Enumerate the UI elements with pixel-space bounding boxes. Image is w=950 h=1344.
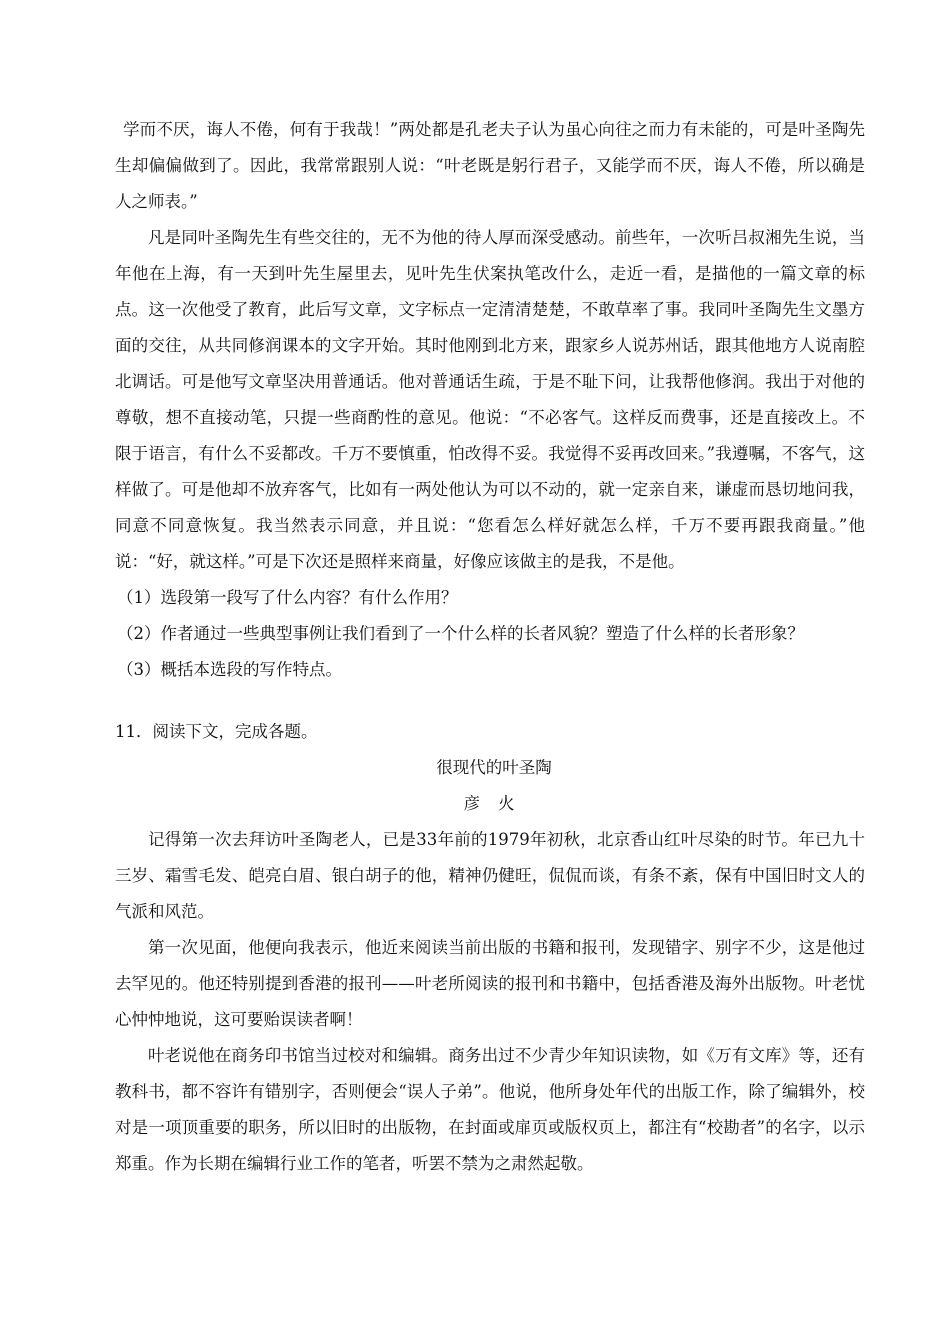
question-item: （2）作者通过一些典型事例让我们看到了一个什么样的长者风貌？塑造了什么样的长者形象？ (117, 624, 804, 643)
spacer (115, 688, 865, 714)
article-title: 很现代的叶圣陶 (436, 758, 552, 777)
article-paragraph: 叶老说他在商务印书馆当过校对和编辑。商务出过不少青少年知识读物，如《万有文库》等，还有教科书，都不容许有错别字，否则便会“误人子弟”。他说，他所身处年代的出版工作，除了编辑外，校对是一项顶重要的职务，所以旧时的出版物，在封面或扉页或版权页上，都注有“校勘者”的名字，以示郑重。作为长期在编辑行业工作的笔者，听罢不禁为之肃然起敬。 (115, 1046, 865, 1173)
document-page (115, 112, 865, 1182)
question-item: （3）概括本选段的写作特点。 (117, 660, 342, 679)
question-heading: 11．阅读下文，完成各题。 (115, 722, 318, 741)
article-paragraph: 记得第一次去拜访叶圣陶老人，已是33年前的1979年初秋，北京香山红叶尽染的时节。年已九十三岁、霜雪毛发、皑亮白眉、银白胡子的他，精神仍健旺，侃侃而谈，有条不紊，保有中国旧时文人的气派和风范。 (115, 830, 865, 921)
article-author: 彦火 (463, 794, 533, 813)
passage-paragraph: 学而不厌，诲人不倦，何有于我哉！”两处都是孔老夫子认为虽心向往之而力有未能的，可是叶圣陶先生却偏偏做到了。因此，我常常跟别人说：“叶老既是躬行君子，又能学而不厌，诲人不倦，所以确是人之师表。” (115, 120, 865, 211)
article-paragraph: 第一次见面，他便向我表示，他近来阅读当前出版的书籍和报刊，发现错字、别字不少，这是他过去罕见的。他还特别提到香港的报刊——叶老所阅读的报刊和书籍中，包括香港及海外出版物。叶老忧心忡忡地说，这可要贻误读者啊！ (115, 938, 865, 1029)
question-item: （1）选段第一段写了什么内容？有什么作用？ (117, 588, 458, 607)
passage-paragraph: 凡是同叶圣陶先生有些交往的，无不为他的待人厚而深受感动。前些年，一次听吕叔湘先生说，当年他在上海，有一天到叶先生屋里去，见叶先生伏案执笔改什么，走近一看，是描他的一篇文章的标点。这一次他受了教育，此后写文章，文字标点一定清清楚楚，不敢草率了事。我同叶圣陶先生文墨方面的交往，从共同修润课本的文字开始。其时他刚到北方来，跟家乡人说苏州话，跟其他地方人说南腔北调话。可是他写文章坚决用普通话。他对普通话生疏，于是不耻下问，让我帮他修润。我出于对他的尊敬，想不直接动笔，只提一些商酌性的意见。他说：“不必客气。这样反而费事，还是直接改上。不限于语言，有什么不妥都改。千万不要慎重，怕改得不妥。我觉得不妥再改回来。”我遵嘱，不客气，这样做了。可是他却不放弃客气，比如有一两处他认为可以不动的，就一定亲自来，谦虚而恳切地问我，同意不同意恢复。我当然表示同意，并且说：“您看怎么样好就怎么样，千万不要再跟我商量。”他说：“好，就这样。”可是下次还是照样来商量，好像应该做主的是我，不是他。 (115, 228, 865, 571)
